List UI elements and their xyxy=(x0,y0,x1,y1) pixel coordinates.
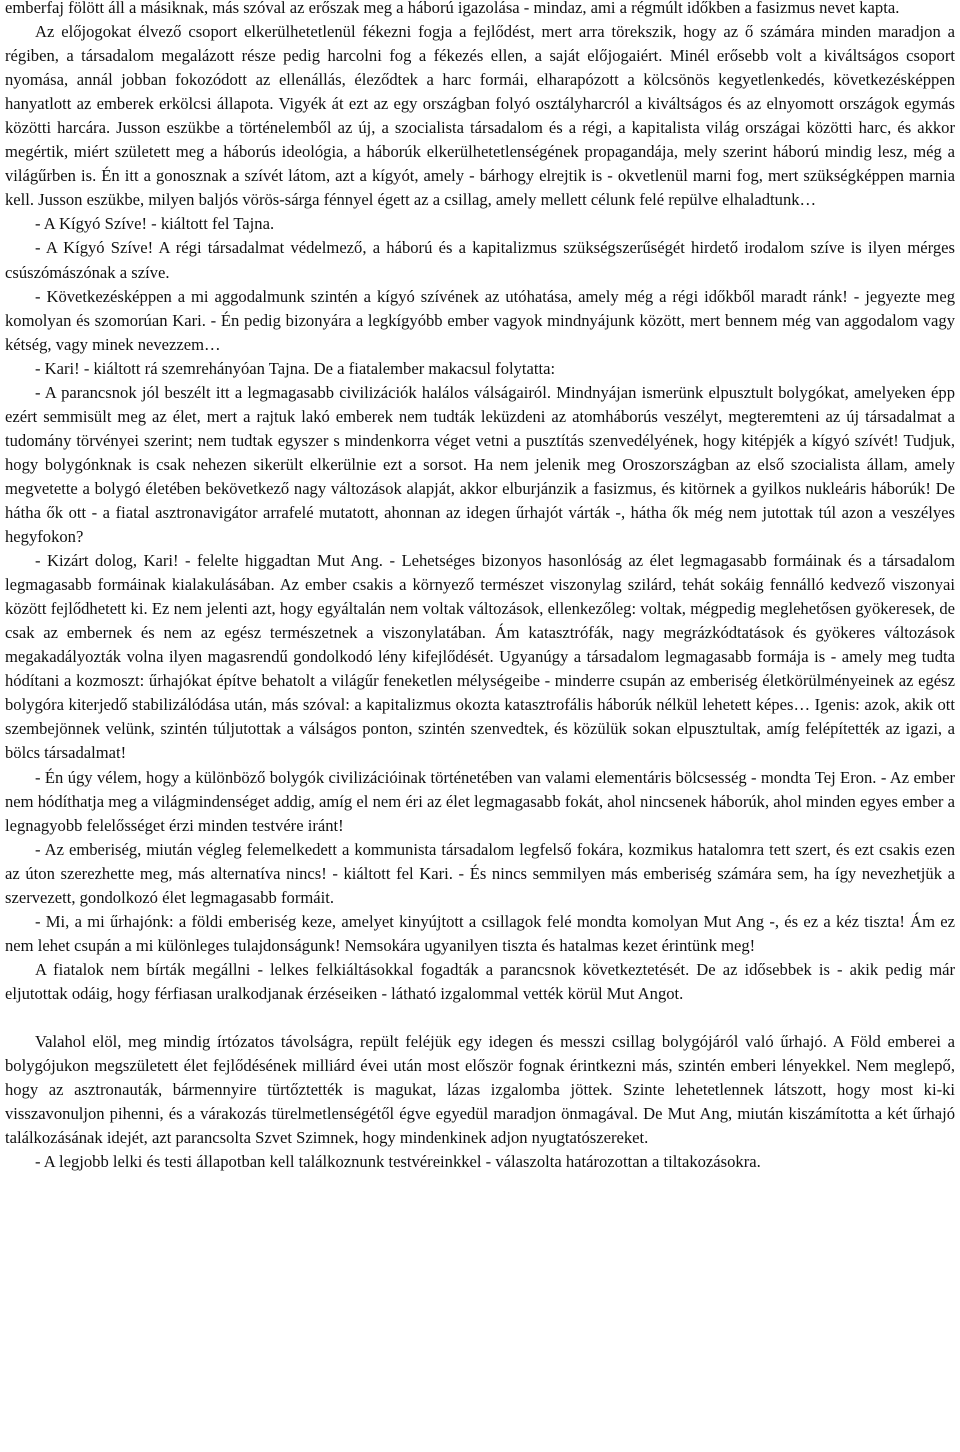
paragraph: - A parancsnok jól beszélt itt a legmagasabb civilizációk halálos válságairól. Mindnyájan ismerünk elpusztult bolygókat, amelyeken épp ezért semmisült meg az élet, mert a rajtuk lakó emberek nem tudták leküzdeni az atomháborús veszélyt, megteremteni az új társadalmat a tudomány törvényei szerint; nem tudtak egyszer s mindenkorra véget vetni a pusztítás szenvedélyének, hogy kitépjék a kígyó szívét! Tudjuk, hogy bolygónknak is csak nehezen sikerült elkerülnie ezt a sorsot. Ha nem jelenik meg Oroszországban az első szocialista állam, amely megvetette a bolygó életében bekövetkező nagy változások alapját, akkor elburjánzik a fasizmus, és kitörnek a gyilkos nukleáris háborúk! De hátha ők ott - a fiatal asztronavigátor arrafelé mutatott, ahonnan az idegen űrhajót várták -, hátha ők még nem jutottak túl azon a veszélyes hegyfokon? xyxy=(5,382,955,547)
paragraph: - Az emberiség, miután végleg felemelkedett a kommunista társadalom legfelső fokára, kozmikus hatalomra tett szert, és ezt csakis ezen az úton szerezhette meg, más alternatíva nincs! - kiáltott fel Kari. - És nincs semmilyen más emberiség számára sem, ha így nevezhetjük a szervezett, gondolkozó élet legmagasabb formáit. xyxy=(5,839,955,907)
section-break xyxy=(5,1006,955,1030)
paragraph: - A legjobb lelki és testi állapotban kell találkoznunk testvéreinkkel - válaszolta határozottan a tiltakozásokra. xyxy=(35,1152,761,1172)
paragraph: - Kizárt dolog, Kari! - felelte higgadtan Mut Ang. - Lehetséges bizonyos hasonlóság az élet legmagasabb formáinak és a társadalom legmagasabb formáinak kialakulásában. Az ember csakis a környező természet viszonylag szilárd, tehát sokáig fennálló kedvező viszonyai között fejlődhetett ki. Ez nem jelenti azt, hogy egyáltalán nem voltak változások, ellenkezőleg: voltak, mégpedig meglehetősen gyökeresek, de csak az embernek és nem az egész természetnek a viszonylatában. Ám katasztrófák, nagy megrázkódtatások és gyökeres változások megakadályozták volna ilyen magasrendű gondolkodó lény kifejlődését. Ugyanúgy a társadalom legmagasabb formája is - amely meg tudta hódítani a kozmoszt: űrhajókat építve behatolt a világűr feneketlen mélységeibe - minderre csupán az emberiség életkörülményeinek az egész bolygóra kiterjedő stabilizálódása után, más szóval: a kapitalizmus okozta katasztrofális háborúk nélkül lehetett képes… Igenis: azok, akik ott szembejönnek velünk, szintén túljutottak a válságos ponton, szintén szenvedtek, és közülük sokan elpusztultak, amíg felépítették az igazi, a bölcs társadalmat! xyxy=(5,551,955,763)
paragraph: A fiatalok nem bírták megállni - lelkes felkiáltásokkal fogadták a parancsnok következtetését. De az idősebbek is - akik pedig már eljutottak odáig, hogy férfiasan uralkodjanak érzéseiken - látható izgalommal vették körül Mut Angot. xyxy=(5,959,955,1003)
paragraph: - A Kígyó Szíve! A régi társadalmat védelmező, a háború és a kapitalizmus szükségszerűségét hirdető irodalom szíve is ilyen mérges csúszómászónak a szíve. xyxy=(5,238,955,282)
document-page xyxy=(5,0,955,1174)
paragraph: - A Kígyó Szíve! - kiáltott fel Tajna. xyxy=(35,214,275,234)
paragraph: Valahol elöl, meg mindig írtózatos távolságra, repült feléjük egy idegen és messzi csillag bolygójáról való űrhajó. A Föld emberei a bolygójukon megszületett élet fejlődésének milliárd évei után most először fognak érintkezni más, szintén emberi lényekkel. Nem meglepő, hogy az asztronauták, bármennyire türtőztették is magukat, lázas izgalomba jöttek. Szinte lehetetlennek látszott, hogy most ki-ki visszavonuljon pihenni, és a várakozás türelmetlenségétől égve egyedül maradjon önmagával. De Mut Ang, miután kiszámította a két űrhajó találkozásának idejét, azt parancsolta Szvet Szimnek, hogy mindenkinek adjon nyugtatószereket. xyxy=(5,1031,955,1148)
paragraph: - Mi, a mi űrhajónk: a földi emberiség keze, amelyet kinyújtott a csillagok felé mondta komolyan Mut Ang -, és ez a kéz tiszta! Ám ez nem lehet csupán a mi különleges tulajdonságunk! Nemsokára ugyanilyen tiszta és hatalmas kezet érintünk meg! xyxy=(5,911,955,955)
paragraph: - Én úgy vélem, hogy a különböző bolygók civilizációinak történetében van valami elementáris bölcsesség - mondta Tej Eron. - Az ember nem hódíthatja meg a világmindenséget addig, amíg el nem éri az élet legmagasabb fokát, ahol nincsenek háborúk, ahol minden egyes ember a legnagyobb felelősséget érzi minden testvére iránt! xyxy=(5,767,955,835)
paragraph: emberfaj fölött áll a másiknak, más szóval az erőszak meg a háború igazolása - mindaz, ami a régmúlt időkben a fasizmus nevet kapta. xyxy=(5,0,900,17)
paragraph: Az előjogokat élvező csoport elkerülhetetlenül fékezni fogja a fejlődést, mert arra törekszik, hogy az ő számára minden maradjon a régiben, a társadalom megalázott része pedig harcolni fog a fékezés ellen, a saját előjogaiért. Minél erősebb volt a kiváltságos csoport nyomása, annál jobban fokozódott az ellenállás, éleződtek a harc formái, elharapózott a kölcsönös kegyetlenkedés, következésképpen hanyatlott az emberek erkölcsi állapota. Vigyék át ezt az egy országban folyó osztályharcról a kiváltságos és az elnyomott országok egymás közötti harcára. Jusson eszükbe a történelemből az új, a szocialista társadalom és a régi, a kapitalista világ országai közötti harc, és akkor megértik, miért született meg a háborús ideológia, a háborúk elkerülhetetlenségének propagandája, mely szerint háború mindig lesz, még a világűrben is. Én itt a gonosznak a szívét látom, azt a kígyót, amely - bárhogy elrejtik is - okvetlenül marni fog, mert szükségképpen marnia kell. Jusson eszükbe, milyen baljós vörös-sárga fénnyel égett az a csillag, amely mellett célunk felé repülve elhaladtunk… xyxy=(5,22,955,210)
paragraph: - Következésképpen a mi aggodalmunk szintén a kígyó szívének az utóhatása, amely még a régi időkből maradt ránk! - jegyezte meg komolyan és szomorúan Kari. - Én pedig bizonyára a legkígyóbb ember vagyok mindnyájunk között, mert bennem még van aggodalom vagy kétség, vagy minek nevezzem… xyxy=(5,286,955,354)
paragraph: - Kari! - kiáltott rá szemrehányóan Tajna. De a fiatalember makacsul folytatta: xyxy=(35,358,556,378)
